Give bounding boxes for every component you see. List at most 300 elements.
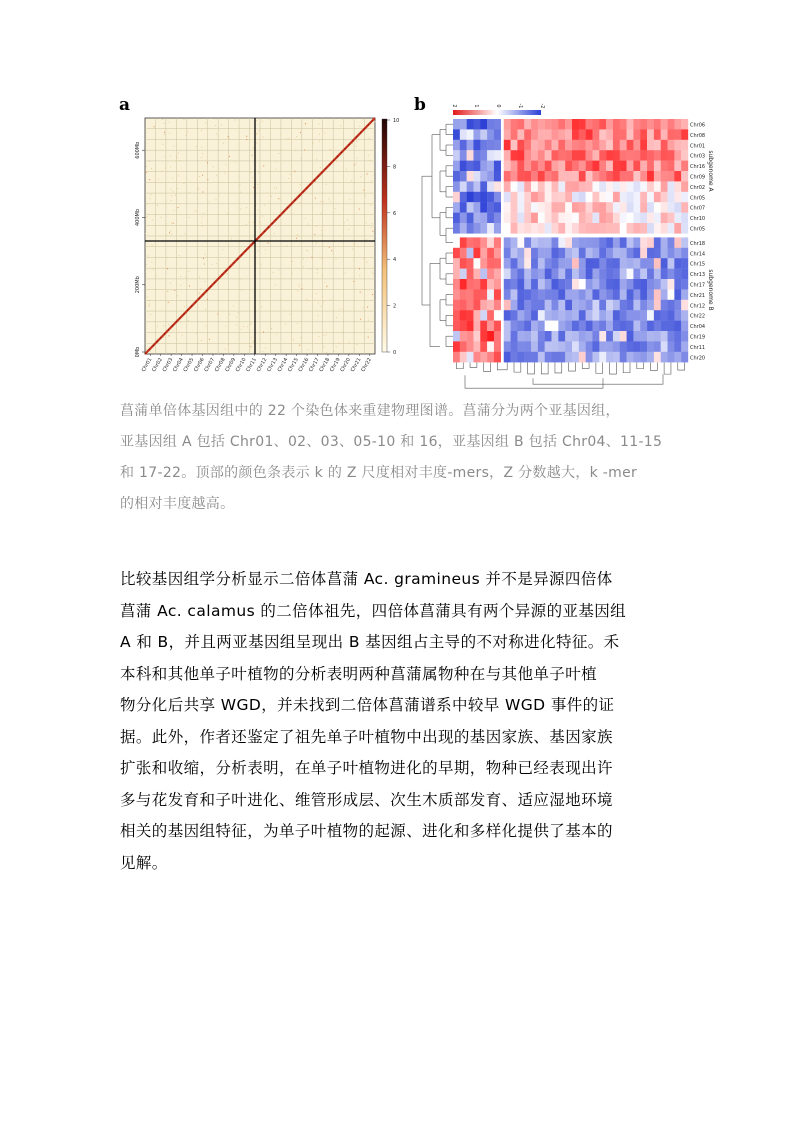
heatmap-cell (668, 202, 675, 213)
hic-speckle (326, 352, 327, 353)
heatmap-cell (640, 279, 647, 290)
hic-speckle (228, 344, 229, 345)
heatmap-row-label: Chr04 (690, 324, 706, 331)
body-line: 比较基因组学分析显示二倍体菖蒲 Ac. gramineus 并不是异源四倍体 (120, 570, 613, 588)
heatmap-cell (592, 289, 599, 300)
heatmap-cell (599, 119, 606, 130)
hic-speckle (247, 326, 248, 327)
hic-speckle (354, 165, 355, 166)
heatmap-cell (460, 258, 467, 269)
hic-speckle (145, 233, 146, 234)
zscore-colorbar-tick-label: 0 (495, 104, 501, 108)
heatmap-cell (480, 248, 487, 259)
heatmap-cell (640, 300, 647, 311)
heatmap-cell (480, 279, 487, 290)
hic-speckle (353, 243, 354, 244)
heatmap-cell (467, 321, 474, 332)
heatmap-cell (524, 161, 531, 172)
heatmap-cell (524, 289, 531, 300)
heatmap-cell (654, 161, 661, 172)
heatmap-cell (661, 310, 668, 321)
heatmap-cells (453, 119, 688, 362)
heatmap-cell (613, 181, 620, 192)
hic-speckle (200, 288, 201, 289)
heatmap-cell (599, 202, 606, 213)
heatmap-cell (579, 269, 586, 280)
heatmap-cell (538, 331, 545, 342)
hic-speckle (321, 306, 322, 307)
heatmap-cell (558, 331, 565, 342)
heatmap-cell (524, 310, 531, 321)
hic-speckle (334, 208, 335, 209)
hic-speckle (173, 146, 174, 147)
heatmap-cell (640, 119, 647, 130)
heatmap-cell (592, 213, 599, 224)
heatmap-cell (592, 300, 599, 311)
heatmap-cell (494, 119, 501, 130)
heatmap-cell (640, 258, 647, 269)
hic-speckle (356, 141, 357, 142)
heatmap-cell (494, 258, 501, 269)
heatmap-cell (565, 289, 572, 300)
heatmap-cell (480, 181, 487, 192)
heatmap-cell (613, 119, 620, 130)
heatmap-cell (579, 237, 586, 248)
heatmap-cell (606, 352, 613, 363)
heatmap-cell (538, 310, 545, 321)
hic-speckle (297, 323, 298, 324)
heatmap-cell (453, 352, 460, 363)
heatmap-cell (504, 192, 511, 203)
hic-speckle (196, 146, 197, 147)
hic-speckle (171, 195, 172, 196)
column-dendrogram-branch (456, 362, 463, 369)
column-dendrogram-branch (596, 362, 603, 373)
heatmap-cell (511, 223, 518, 234)
heatmap-cell (586, 258, 593, 269)
hic-speckle (286, 138, 287, 139)
hic-speckle (201, 157, 202, 158)
heatmap-cell (517, 341, 524, 352)
heatmap-cell (647, 300, 654, 311)
hic-speckle (199, 293, 200, 294)
heatmap-cell (504, 269, 511, 280)
heatmap-cell (558, 119, 565, 130)
heatmap-cell (558, 279, 565, 290)
hic-speckle (161, 170, 162, 171)
heatmap-cell (565, 341, 572, 352)
heatmap-cell (487, 289, 494, 300)
heatmap-cell (681, 202, 688, 213)
heatmap-cell (473, 213, 480, 224)
hic-speckle (176, 311, 177, 312)
heatmap-cell (661, 171, 668, 182)
hic-speckle (274, 233, 275, 234)
heatmap-cell (592, 269, 599, 280)
heatmap-cell (668, 248, 675, 259)
heatmap-cell (517, 310, 524, 321)
heatmap-cell (453, 289, 460, 300)
heatmap-cell (606, 171, 613, 182)
heatmap-cell (511, 341, 518, 352)
hic-speckle (295, 150, 296, 151)
heatmap-cell (633, 321, 640, 332)
heatmap-cell (473, 223, 480, 234)
heatmap-cell (565, 161, 572, 172)
heatmap-cell (661, 300, 668, 311)
heatmap-row-label: Chr05 (690, 226, 706, 233)
heatmap-cell (606, 140, 613, 151)
hic-speckle (305, 123, 306, 124)
hic-speckle (196, 333, 197, 334)
heatmap-cell (613, 192, 620, 203)
hic-speckle (154, 126, 155, 127)
heatmap-cell (586, 331, 593, 342)
hic-speckle (299, 345, 300, 346)
heatmap-cell (606, 321, 613, 332)
heatmap-row-label: Chr09 (690, 174, 706, 181)
heatmap-cell (504, 181, 511, 192)
heatmap-cell (467, 341, 474, 352)
heatmap-cell (558, 269, 565, 280)
hic-speckle (253, 342, 254, 343)
heatmap-cell (592, 140, 599, 151)
heatmap-cell (647, 352, 654, 363)
heatmap-cell (524, 192, 531, 203)
heatmap-cell (545, 331, 552, 342)
heatmap-cell (531, 181, 538, 192)
heatmap-cell (592, 237, 599, 248)
hic-speckle (359, 209, 360, 210)
heatmap-cell (579, 150, 586, 161)
heatmap-cell (480, 321, 487, 332)
heatmap-cell (606, 279, 613, 290)
heatmap-cell (592, 181, 599, 192)
heatmap-cell (661, 341, 668, 352)
heatmap-cell (633, 213, 640, 224)
heatmap-cell (460, 171, 467, 182)
heatmap-cell (467, 181, 474, 192)
hic-speckle (289, 138, 290, 139)
heatmap-cell (565, 119, 572, 130)
heatmap-cell (647, 140, 654, 151)
hic-speckle (251, 322, 252, 323)
heatmap-cell (545, 237, 552, 248)
heatmap-cell (524, 223, 531, 234)
heatmap-cell (654, 300, 661, 311)
hic-x-tick-label: Chr16 (297, 357, 311, 374)
heatmap-cell (552, 171, 559, 182)
heatmap-cell (579, 352, 586, 363)
heatmap-cell (504, 341, 511, 352)
heatmap-cell (487, 321, 494, 332)
heatmap-cell (552, 321, 559, 332)
hic-speckle (173, 223, 174, 224)
hic-speckle (243, 326, 244, 327)
hic-speckle (296, 136, 297, 137)
hic-speckle (318, 315, 319, 316)
heatmap-cell (565, 310, 572, 321)
hic-speckle (169, 122, 170, 123)
hic-speckle (259, 130, 260, 131)
heatmap-cell (586, 129, 593, 140)
heatmap-cell (613, 258, 620, 269)
heatmap-cell (552, 248, 559, 259)
hic-speckle (363, 259, 364, 260)
heatmap-cell (467, 119, 474, 130)
heatmap-cell (565, 321, 572, 332)
heatmap-cell (524, 202, 531, 213)
heatmap-cell (586, 181, 593, 192)
heatmap-cell (654, 248, 661, 259)
hic-speckle (178, 207, 179, 208)
hic-speckle (237, 182, 238, 183)
heatmap-cell (627, 181, 634, 192)
heatmap-cell (552, 202, 559, 213)
heatmap-cell (517, 300, 524, 311)
hic-speckle (178, 175, 179, 176)
heatmap-cell (592, 202, 599, 213)
heatmap-cell (606, 341, 613, 352)
hic-speckle (249, 139, 250, 140)
heatmap-cell (579, 119, 586, 130)
hic-speckle (352, 249, 353, 250)
heatmap-cell (620, 150, 627, 161)
heatmap-cell (453, 129, 460, 140)
heatmap-cell (606, 119, 613, 130)
heatmap-cell (599, 181, 606, 192)
hic-x-tick-label: Chr21 (349, 357, 363, 374)
heatmap-cell (538, 321, 545, 332)
heatmap-cell (613, 237, 620, 248)
heatmap-cell (453, 181, 460, 192)
heatmap-cell (511, 129, 518, 140)
heatmap-cell (467, 352, 474, 363)
hic-speckle (336, 317, 337, 318)
heatmap-cell (592, 171, 599, 182)
hic-speckle (316, 293, 317, 294)
heatmap-cell (579, 248, 586, 259)
heatmap-cell (620, 181, 627, 192)
hic-speckle (203, 213, 204, 214)
heatmap-cell (552, 310, 559, 321)
column-dendrogram-branch (514, 362, 521, 372)
heatmap-cell (504, 331, 511, 342)
hic-speckle (207, 162, 208, 163)
hic-x-tick-label: Chr12 (255, 357, 269, 374)
heatmap-cell (511, 119, 518, 130)
heatmap-cell (613, 202, 620, 213)
heatmap-cell (640, 192, 647, 203)
hic-speckle (210, 118, 211, 119)
hic-speckle (301, 288, 302, 289)
heatmap-cell (545, 248, 552, 259)
figure (0, 0, 793, 400)
heatmap-cell (613, 289, 620, 300)
heatmap-cell (487, 181, 494, 192)
hic-speckle (262, 216, 263, 217)
hic-speckle (290, 174, 291, 175)
caption-line: 的相对丰度越高。 (120, 496, 235, 512)
hic-x-tick-label: Chr10 (234, 357, 248, 374)
heatmap-cell (647, 129, 654, 140)
heatmap-cell (487, 119, 494, 130)
hic-speckle (345, 272, 346, 273)
heatmap-cell (473, 269, 480, 280)
heatmap-cell (592, 119, 599, 130)
heatmap-cell (661, 321, 668, 332)
heatmap-cell (654, 119, 661, 130)
heatmap-cell (545, 300, 552, 311)
heatmap-cell (633, 119, 640, 130)
hic-speckle (267, 243, 268, 244)
heatmap-cell (467, 171, 474, 182)
heatmap-cell (453, 161, 460, 172)
hic-speckle (221, 124, 222, 125)
hic-speckle (260, 267, 261, 268)
heatmap-cell (627, 279, 634, 290)
heatmap-cell (453, 150, 460, 161)
heatmap-cell (668, 352, 675, 363)
zscore-colorbar-tick-label: 2 (451, 104, 457, 108)
hic-speckle (329, 150, 330, 151)
heatmap-cell (467, 279, 474, 290)
heatmap-cell (545, 279, 552, 290)
heatmap-cell (674, 279, 681, 290)
hic-x-tick-label: Chr03 (161, 357, 175, 374)
hic-speckle (323, 201, 324, 202)
heatmap-cell (572, 237, 579, 248)
heatmap-cell (572, 223, 579, 234)
heatmap-cell (487, 129, 494, 140)
heatmap-cell (640, 202, 647, 213)
heatmap-row-label: Chr10 (690, 216, 706, 223)
heatmap-cell (504, 321, 511, 332)
body-paragraph (120, 564, 680, 879)
heatmap-cell (480, 119, 487, 130)
heatmap-cell (647, 269, 654, 280)
heatmap-cell (467, 213, 474, 224)
hic-speckle (343, 308, 344, 309)
heatmap-cell (524, 331, 531, 342)
hic-speckle (205, 254, 206, 255)
heatmap-cell (524, 213, 531, 224)
heatmap-cell (613, 310, 620, 321)
hic-speckle (229, 138, 230, 139)
hic-speckle (189, 192, 190, 193)
heatmap-cell (480, 161, 487, 172)
hic-speckle (202, 226, 203, 227)
heatmap-cell (494, 150, 501, 161)
heatmap-cell (552, 213, 559, 224)
heatmap-cell (460, 213, 467, 224)
heatmap-cell (661, 223, 668, 234)
heatmap-cell (647, 237, 654, 248)
heatmap-cell (647, 289, 654, 300)
heatmap-cell (620, 321, 627, 332)
heatmap-cell (613, 300, 620, 311)
hic-speckle (357, 158, 358, 159)
zscore-colorbar (453, 110, 541, 115)
hic-speckle (303, 258, 304, 259)
heatmap-cell (627, 269, 634, 280)
hic-speckle (316, 226, 317, 227)
hic-speckle (356, 164, 357, 165)
hic-speckle (204, 281, 205, 282)
heatmap-cell (467, 331, 474, 342)
hic-speckle (161, 217, 162, 218)
hic-speckle (301, 158, 302, 159)
hic-speckle (147, 203, 148, 204)
hic-speckle (202, 192, 203, 193)
heatmap-cell (627, 161, 634, 172)
hic-speckle (150, 198, 151, 199)
heatmap-cell (538, 300, 545, 311)
heatmap-cell (565, 213, 572, 224)
heatmap-cell (545, 192, 552, 203)
heatmap-cell (633, 192, 640, 203)
heatmap-cell (586, 310, 593, 321)
hic-speckle (266, 192, 267, 193)
heatmap-cell (668, 300, 675, 311)
heatmap-cell (668, 269, 675, 280)
heatmap-cell (599, 258, 606, 269)
hic-speckle (238, 312, 239, 313)
heatmap-cell (467, 202, 474, 213)
hic-speckle (330, 149, 331, 150)
hic-speckle (153, 269, 154, 270)
heatmap-cell (531, 300, 538, 311)
column-dendrogram-branch (528, 362, 535, 374)
heatmap-cell (661, 352, 668, 363)
heatmap-cell (674, 129, 681, 140)
hic-speckle (298, 284, 299, 285)
heatmap-cell (661, 202, 668, 213)
heatmap-cell (640, 150, 647, 161)
hic-speckle (278, 198, 279, 199)
heatmap-cell (531, 279, 538, 290)
heatmap-cell (681, 223, 688, 234)
heatmap-cell (460, 300, 467, 311)
heatmap-cell (613, 341, 620, 352)
heatmap-cell (552, 289, 559, 300)
heatmap-cell (460, 331, 467, 342)
heatmap-cell (524, 140, 531, 151)
hic-speckle (300, 202, 301, 203)
heatmap-cell (654, 192, 661, 203)
heatmap-cell (524, 321, 531, 332)
heatmap-cell (640, 341, 647, 352)
hic-speckle (167, 257, 168, 258)
heatmap-cell (565, 171, 572, 182)
heatmap-cell (654, 181, 661, 192)
hic-colorbar-tick-label: 6 (393, 210, 397, 217)
zscore-colorbar-tick-label: -1 (517, 103, 523, 109)
hic-speckle (319, 134, 320, 135)
heatmap-row-label: Chr13 (690, 272, 706, 279)
hic-speckle (253, 148, 254, 149)
hic-speckle (367, 174, 368, 175)
hic-speckle (227, 273, 228, 274)
heatmap-cell (668, 310, 675, 321)
heatmap-cell (473, 310, 480, 321)
hic-speckle (321, 201, 322, 202)
heatmap-cell (487, 279, 494, 290)
heatmap-cell (647, 161, 654, 172)
heatmap-cell (668, 171, 675, 182)
heatmap-row-label: Chr17 (690, 282, 706, 289)
heatmap-cell (586, 279, 593, 290)
